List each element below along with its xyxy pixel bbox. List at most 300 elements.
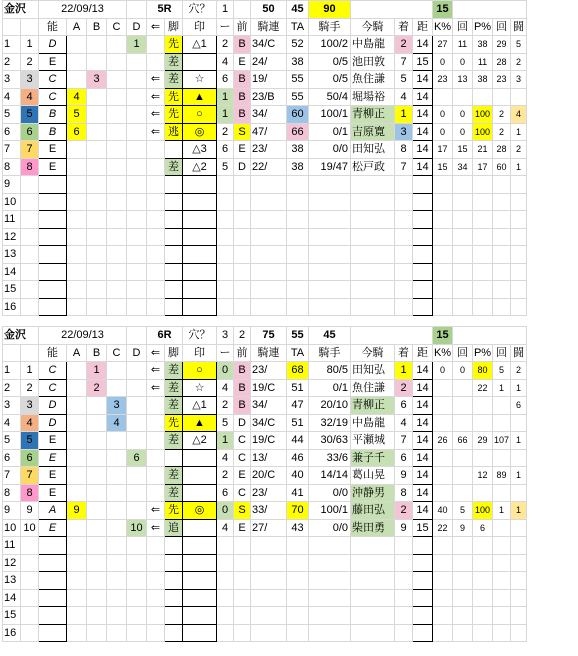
- kiren: 47/: [251, 123, 287, 141]
- col-header: 着: [395, 344, 413, 362]
- tou: 5: [511, 36, 527, 54]
- col-c: [107, 158, 127, 176]
- col-header: 回: [453, 344, 473, 362]
- row-number: 4: [3, 88, 21, 106]
- col-b: [87, 414, 107, 432]
- empty-cell: [251, 607, 287, 625]
- empty-cell: [127, 176, 147, 194]
- kai: 9: [453, 519, 473, 537]
- empty-cell: [107, 607, 127, 625]
- zen: C: [234, 449, 251, 467]
- empty-cell: [309, 607, 351, 625]
- kai: [453, 379, 473, 397]
- empty-cell: [127, 193, 147, 211]
- waku: 5: [21, 432, 39, 450]
- col-b: 1: [87, 362, 107, 380]
- col-header: 今騎: [351, 18, 395, 36]
- tou: 2: [511, 141, 527, 159]
- empty-cell: [473, 193, 493, 211]
- waku: 3: [21, 71, 39, 89]
- tou: [511, 449, 527, 467]
- empty-cell: [493, 193, 511, 211]
- chaku: 5: [395, 71, 413, 89]
- empty-cell: [251, 176, 287, 194]
- col-header: 距: [413, 344, 433, 362]
- table-row: [3, 537, 527, 555]
- nou-rank: C: [39, 88, 67, 106]
- table-row: [3, 449, 527, 467]
- nou-rank: [39, 589, 67, 607]
- empty-cell: [395, 263, 413, 281]
- kai2: 28: [493, 53, 511, 71]
- k-pct: [433, 379, 453, 397]
- empty-cell: [493, 298, 511, 316]
- ta: 68: [287, 362, 309, 380]
- empty-cell: [309, 211, 351, 229]
- kyaku: [165, 298, 183, 316]
- col-header: 騎連: [251, 18, 287, 36]
- empty-cell: [251, 589, 287, 607]
- arrow: ⇐: [147, 379, 165, 397]
- empty-cell: [147, 572, 165, 590]
- col-header: 能: [39, 344, 67, 362]
- m-value: 5: [217, 414, 234, 432]
- empty-cell: [127, 228, 147, 246]
- col-c: [107, 432, 127, 450]
- nou-rank: C: [39, 71, 67, 89]
- imaki: 吉原寛: [351, 123, 395, 141]
- col-c: [107, 484, 127, 502]
- shirushi: [183, 263, 217, 281]
- empty-cell: [67, 246, 87, 264]
- track: 金沢: [3, 327, 39, 345]
- col-header: 闘: [511, 344, 527, 362]
- row-number: 16: [3, 624, 21, 642]
- empty-cell: [433, 281, 453, 299]
- kai2: 2: [493, 123, 511, 141]
- empty-cell: [107, 589, 127, 607]
- empty-cell: [147, 263, 165, 281]
- kyori: [413, 537, 433, 555]
- row-number: 15: [3, 607, 21, 625]
- ta: 44: [287, 432, 309, 450]
- col-b: [87, 519, 107, 537]
- imaki: 平瀬城: [351, 432, 395, 450]
- col-b: 2: [87, 379, 107, 397]
- tou: 2: [511, 362, 527, 380]
- empty-cell: [87, 281, 107, 299]
- imaki: 魚住謙: [351, 379, 395, 397]
- kai2: 60: [493, 158, 511, 176]
- col-a: 4: [67, 88, 87, 106]
- arrow: [147, 414, 165, 432]
- kyori: 14: [413, 484, 433, 502]
- empty-cell: [87, 554, 107, 572]
- col-c: [107, 36, 127, 54]
- ta: 51: [287, 414, 309, 432]
- row-number: 5: [3, 106, 21, 124]
- kyaku: 先: [165, 88, 183, 106]
- shirushi: [183, 484, 217, 502]
- empty-cell: [493, 607, 511, 625]
- table-row: [3, 263, 527, 281]
- empty-cell: [147, 589, 165, 607]
- empty-cell: [147, 193, 165, 211]
- p-pct: 21: [473, 141, 493, 159]
- row-number: 14: [3, 589, 21, 607]
- empty-cell: [147, 246, 165, 264]
- col-b: [87, 397, 107, 415]
- table-row: [3, 281, 527, 299]
- m-value: 6: [217, 71, 234, 89]
- kai: [453, 467, 473, 485]
- empty-cell: [251, 281, 287, 299]
- kyori: 14: [413, 449, 433, 467]
- shirushi: [183, 281, 217, 299]
- tou: 1: [511, 158, 527, 176]
- zen: D: [234, 158, 251, 176]
- empty-cell: [453, 554, 473, 572]
- kishu: 0/1: [309, 379, 351, 397]
- shirushi: ▲: [183, 88, 217, 106]
- kai: 15: [453, 141, 473, 159]
- empty-cell: [87, 589, 107, 607]
- col-c: [107, 53, 127, 71]
- empty-cell: [107, 554, 127, 572]
- race-table-2: [2, 326, 527, 642]
- row-number: 13: [3, 572, 21, 590]
- empty-cell: [473, 211, 493, 229]
- empty-cell: [147, 537, 165, 555]
- empty-cell: [67, 554, 87, 572]
- empty-cell: [433, 624, 453, 642]
- waku: [21, 228, 39, 246]
- nou-rank: [39, 554, 67, 572]
- waku: [21, 193, 39, 211]
- nou-rank: E: [39, 449, 67, 467]
- col-header-blank: [21, 18, 39, 36]
- col-header-blank: [3, 344, 21, 362]
- kyori: 14: [413, 502, 433, 520]
- empty-cell: [395, 572, 413, 590]
- empty-cell: [287, 624, 309, 642]
- arrow: [147, 449, 165, 467]
- col-d: [127, 414, 147, 432]
- empty-cell: [234, 176, 251, 194]
- table-row: [3, 572, 527, 590]
- k-pct: 0: [433, 53, 453, 71]
- table-row: [3, 432, 527, 450]
- dist-header: 15: [433, 327, 453, 345]
- row-number: 11: [3, 537, 21, 555]
- waku: 6: [21, 123, 39, 141]
- dist-header: 15: [433, 1, 453, 19]
- shirushi: [183, 607, 217, 625]
- nou-rank: B: [39, 106, 67, 124]
- kyori: [413, 607, 433, 625]
- chaku: 7: [395, 432, 413, 450]
- chaku: 9: [395, 519, 413, 537]
- kiren: 27/: [251, 519, 287, 537]
- col-header: 前: [234, 344, 251, 362]
- row-number: 5: [3, 432, 21, 450]
- empty-cell: [473, 624, 493, 642]
- kishu: 100/1: [309, 502, 351, 520]
- shirushi: ◎: [183, 502, 217, 520]
- kyaku: 差: [165, 379, 183, 397]
- empty-cell: [351, 572, 395, 590]
- col-header: 回: [453, 18, 473, 36]
- kyaku: [165, 228, 183, 246]
- empty-cell: [127, 246, 147, 264]
- empty-cell: [493, 176, 511, 194]
- waku: [21, 211, 39, 229]
- empty-cell: [473, 607, 493, 625]
- shirushi: [183, 176, 217, 194]
- k-pct: [433, 414, 453, 432]
- col-c: [107, 519, 127, 537]
- kiren: 22/: [251, 158, 287, 176]
- ta: 70: [287, 502, 309, 520]
- kiren: 23/B: [251, 88, 287, 106]
- nou-rank: [39, 176, 67, 194]
- k-pct: 17: [433, 141, 453, 159]
- kyori: [413, 211, 433, 229]
- empty-cell: [147, 281, 165, 299]
- k-pct: [433, 467, 453, 485]
- kai2: 1: [493, 379, 511, 397]
- empty-cell: [217, 554, 234, 572]
- empty-cell: [87, 298, 107, 316]
- kishu: 50/4: [309, 88, 351, 106]
- table-row: [3, 246, 527, 264]
- kyori: [413, 298, 433, 316]
- kai: [453, 449, 473, 467]
- table-row: [3, 176, 527, 194]
- empty-cell: [287, 572, 309, 590]
- ta: 46: [287, 449, 309, 467]
- empty-cell: [107, 228, 127, 246]
- empty-cell: [287, 263, 309, 281]
- empty-cell: [433, 211, 453, 229]
- kishu: 0/5: [309, 53, 351, 71]
- empty-cell: [67, 193, 87, 211]
- p-pct: 38: [473, 71, 493, 89]
- chaku: 2: [395, 379, 413, 397]
- row-number: 14: [3, 263, 21, 281]
- table-row: [3, 141, 527, 159]
- row-number: 6: [3, 123, 21, 141]
- kai2: [493, 519, 511, 537]
- col-a: [67, 467, 87, 485]
- blank: [127, 1, 147, 19]
- kyori: 14: [413, 88, 433, 106]
- m-value: 0: [217, 362, 234, 380]
- empty-cell: [453, 176, 473, 194]
- kai2: [493, 414, 511, 432]
- empty-cell: [217, 607, 234, 625]
- empty-cell: [217, 572, 234, 590]
- empty-cell: [493, 281, 511, 299]
- chaku: 8: [395, 141, 413, 159]
- empty-cell: [351, 176, 395, 194]
- empty-cell: [234, 211, 251, 229]
- empty-cell: [217, 281, 234, 299]
- kyori: 14: [413, 379, 433, 397]
- kai: 34: [453, 158, 473, 176]
- waku: [21, 589, 39, 607]
- nou-rank: E: [39, 432, 67, 450]
- shirushi: [183, 467, 217, 485]
- empty-cell: [351, 193, 395, 211]
- kai: 0: [453, 123, 473, 141]
- arrow: [147, 432, 165, 450]
- kishu: 0/0: [309, 141, 351, 159]
- empty-cell: [511, 228, 527, 246]
- empty-cell: [511, 572, 527, 590]
- kyaku: [165, 263, 183, 281]
- empty-cell: [127, 281, 147, 299]
- k-pct: 26: [433, 432, 453, 450]
- col-a: [67, 484, 87, 502]
- imaki: 青柳正: [351, 106, 395, 124]
- zen: C: [234, 432, 251, 450]
- col-a: [67, 519, 87, 537]
- empty-cell: [351, 589, 395, 607]
- empty-cell: [87, 572, 107, 590]
- empty-cell: [395, 193, 413, 211]
- table-row: [3, 519, 527, 537]
- kishu: 20/10: [309, 397, 351, 415]
- kiren: 34/: [251, 397, 287, 415]
- row-number: 12: [3, 554, 21, 572]
- waku: 3: [21, 397, 39, 415]
- empty-cell: [107, 211, 127, 229]
- waku: [21, 246, 39, 264]
- empty-cell: [107, 298, 127, 316]
- empty-cell: [453, 263, 473, 281]
- tou: 1: [511, 123, 527, 141]
- empty-cell: [351, 554, 395, 572]
- zen: C: [234, 484, 251, 502]
- kai2: [493, 484, 511, 502]
- empty-cell: [127, 263, 147, 281]
- row-number: 9: [3, 502, 21, 520]
- empty-cell: [473, 228, 493, 246]
- empty-cell: [351, 607, 395, 625]
- empty-cell: [473, 572, 493, 590]
- kishu: 0/1: [309, 123, 351, 141]
- row-number: 2: [3, 53, 21, 71]
- kiren: 13/: [251, 449, 287, 467]
- imaki: 池田敦: [351, 53, 395, 71]
- kishu: 19/47: [309, 158, 351, 176]
- col-header: 回: [493, 18, 511, 36]
- empty-cell: [287, 589, 309, 607]
- empty-cell: [309, 572, 351, 590]
- row-number: 1: [3, 36, 21, 54]
- chaku: 7: [395, 53, 413, 71]
- empty-cell: [67, 624, 87, 642]
- kai2: 2: [493, 106, 511, 124]
- nou-rank: B: [39, 123, 67, 141]
- kai: 0: [453, 53, 473, 71]
- kyori: 14: [413, 141, 433, 159]
- empty-cell: [309, 298, 351, 316]
- empty-cell: [511, 554, 527, 572]
- chaku: 8: [395, 484, 413, 502]
- empty-cell: [251, 572, 287, 590]
- empty-cell: [147, 211, 165, 229]
- empty-cell: [217, 246, 234, 264]
- zen: B: [234, 106, 251, 124]
- kai2: 29: [493, 36, 511, 54]
- shirushi: [183, 537, 217, 555]
- kyori: [413, 176, 433, 194]
- chaku: 7: [395, 158, 413, 176]
- col-header: K%: [433, 344, 453, 362]
- table-row: [3, 106, 527, 124]
- kiren: 19/C: [251, 432, 287, 450]
- empty-cell: [511, 624, 527, 642]
- kyaku: 差: [165, 158, 183, 176]
- imaki: 松戸政: [351, 158, 395, 176]
- shirushi: [183, 554, 217, 572]
- empty-cell: [511, 298, 527, 316]
- row-number: 3: [3, 71, 21, 89]
- empty-cell: [107, 193, 127, 211]
- col-b: [87, 467, 107, 485]
- imaki: 兼子千: [351, 449, 395, 467]
- empty-cell: [493, 263, 511, 281]
- arrow: ⇐: [147, 362, 165, 380]
- col-header: ⇐: [147, 344, 165, 362]
- table-row: [3, 414, 527, 432]
- kai: 5: [453, 502, 473, 520]
- empty-cell: [67, 281, 87, 299]
- imaki: 青柳正: [351, 397, 395, 415]
- waku: [21, 624, 39, 642]
- chaku: 3: [395, 123, 413, 141]
- ana-num2: 2: [234, 327, 251, 345]
- kyori: 14: [413, 123, 433, 141]
- waku: 9: [21, 502, 39, 520]
- zen: E: [234, 467, 251, 485]
- kishu: 0/5: [309, 71, 351, 89]
- shirushi: △1: [183, 36, 217, 54]
- chaku: 1: [395, 106, 413, 124]
- m-value: 2: [217, 123, 234, 141]
- kishu: 14/14: [309, 467, 351, 485]
- empty-cell: [309, 281, 351, 299]
- col-a: [67, 414, 87, 432]
- zen: B: [234, 36, 251, 54]
- empty-cell: [453, 246, 473, 264]
- col-c: [107, 449, 127, 467]
- empty-cell: [453, 537, 473, 555]
- col-c: [107, 123, 127, 141]
- col-b: [87, 432, 107, 450]
- empty-cell: [234, 589, 251, 607]
- tou: [511, 519, 527, 537]
- empty-cell: [127, 607, 147, 625]
- empty-cell: [234, 298, 251, 316]
- ta: 55: [287, 71, 309, 89]
- zen: E: [234, 53, 251, 71]
- imaki: 魚住謙: [351, 71, 395, 89]
- empty-cell: [127, 211, 147, 229]
- chaku: 9: [395, 467, 413, 485]
